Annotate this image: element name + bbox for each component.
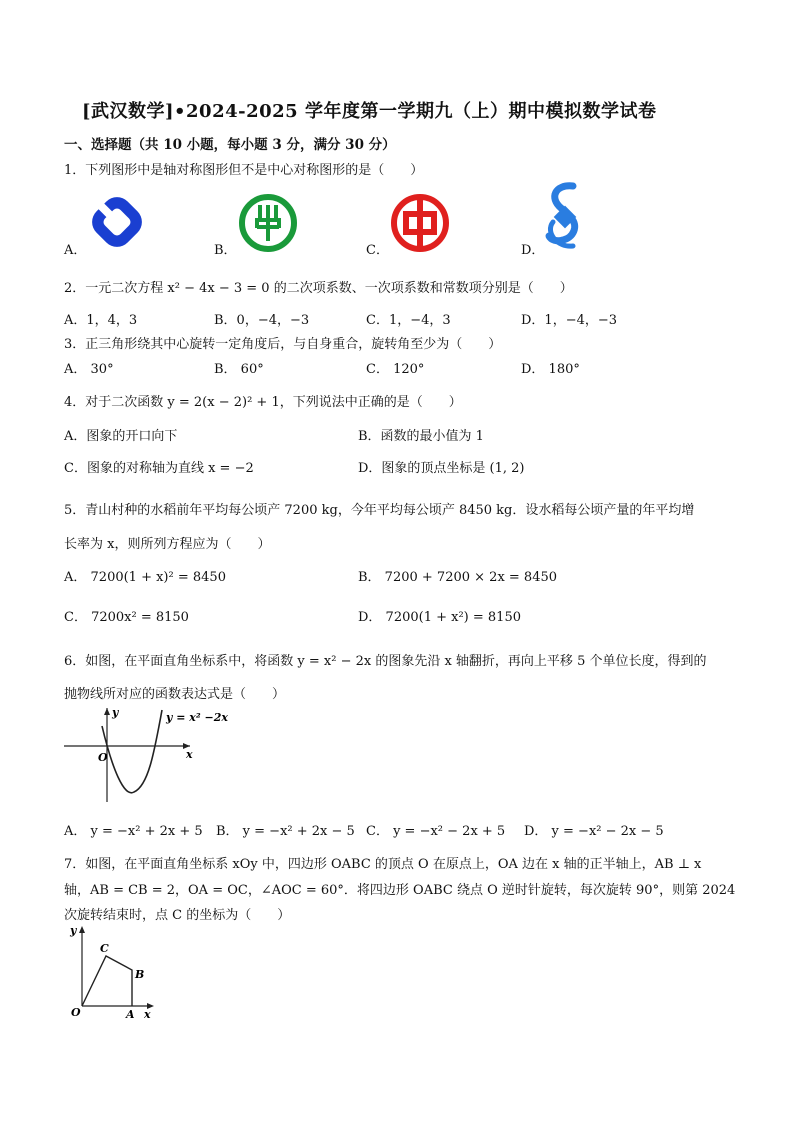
q4-option-c: C．图象的对称轴为直线 x = −2	[64, 461, 254, 476]
q6-origin-label: O	[98, 751, 108, 764]
q5-option-a: A． 7200(1 + x)² = 8450	[64, 570, 226, 585]
q3-option-d: D． 180°	[521, 362, 580, 377]
question-7-stem-line2: 轴，AB = CB = 2，OA = OC，∠AOC = 60°．将四边形 OABC 绕点 O 逆时针旋转，每次旋转 90°，则第 2024	[64, 883, 736, 898]
q7-point-a-label: A	[126, 1008, 135, 1021]
question-5-stem-line1: 5．青山村种的水稻前年平均每公顷产 7200 kg，今年平均每公顷产 8450 kg．设水稻每公顷产量的年平均增	[64, 503, 695, 518]
q6-option-d: D． y = −x² − 2x − 5	[524, 824, 664, 839]
q1-option-a-label: A．	[64, 243, 87, 258]
q6-option-b: B． y = −x² + 2x − 5	[216, 824, 355, 839]
question-2-stem: 2．一元二次方程 x² − 4x − 3 = 0 的二次项系数、一次项系数和常数项分别是（ ）	[64, 281, 573, 296]
q6-option-a: A． y = −x² + 2x + 5	[64, 824, 203, 839]
q7-point-c-label: C	[100, 942, 109, 955]
q2-option-d: D．1，−4，−3	[521, 313, 618, 328]
bank-logo-b-icon	[237, 192, 299, 254]
q6-y-axis-label: y	[112, 706, 119, 719]
question-3-stem: 3．正三角形绕其中心旋转一定角度后，与自身重合，旋转角至少为（ ）	[64, 337, 502, 352]
q6-curve-label: y = x² −2x	[166, 711, 228, 724]
page-title: [武汉数学]•2024-2025 学年度第一学期九（上）期中模拟数学试卷	[82, 101, 657, 122]
q5-option-c: C． 7200x² = 8150	[64, 610, 189, 625]
q4-option-b: B．函数的最小值为 1	[358, 429, 484, 444]
question-1-stem: 1．下列图形中是轴对称图形但不是中心对称图形的是（ ）	[64, 163, 424, 178]
q4-option-d: D．图象的顶点坐标是 (1, 2)	[358, 461, 525, 476]
q4-option-a: A．图象的开口向下	[64, 429, 178, 444]
q6-x-axis-label: x	[186, 748, 193, 761]
q7-point-o-label: O	[71, 1006, 81, 1019]
q6-parabola-figure	[62, 704, 242, 804]
q6-option-c: C． y = −x² − 2x + 5	[366, 824, 506, 839]
q2-option-b: B．0，−4，−3	[214, 313, 310, 328]
q3-option-b: B． 60°	[214, 362, 264, 377]
bank-logo-d-icon	[543, 182, 587, 254]
q1-option-b-label: B．	[214, 243, 237, 258]
question-7-stem-line1: 7．如图，在平面直角坐标系 xOy 中，四边形 OABC 的顶点 O 在原点上，OA 边在 x 轴的正半轴上，AB ⊥ x	[64, 857, 702, 872]
question-6-stem-line2: 抛物线所对应的函数表达式是（ ）	[64, 687, 286, 702]
q1-option-d-label: D．	[521, 243, 545, 258]
q3-option-a: A． 30°	[64, 362, 114, 377]
q2-option-c: C．1，−4，3	[366, 313, 451, 328]
q3-option-c: C． 120°	[366, 362, 425, 377]
q7-point-b-label: B	[135, 968, 145, 981]
section-heading: 一、选择题（共 10 小题，每小题 3 分，满分 30 分）	[64, 137, 396, 153]
bank-logo-c-icon	[388, 192, 452, 254]
question-7-stem-line3: 次旋转结束时，点 C 的坐标为（ ）	[64, 908, 291, 923]
q1-option-c-label: C．	[366, 243, 389, 258]
q7-x-axis-label: x	[144, 1008, 151, 1021]
question-5-stem-line2: 长率为 x，则所列方程应为（ ）	[64, 537, 271, 552]
question-6-stem-line1: 6．如图，在平面直角坐标系中，将函数 y = x² − 2x 的图象先沿 x 轴翻折，再向上平移 5 个单位长度，得到的	[64, 654, 707, 669]
q5-option-b: B． 7200 + 7200 × 2x = 8450	[358, 570, 558, 585]
q7-quadrilateral-figure	[62, 920, 162, 1024]
q2-option-a: A．1，4，3	[64, 313, 138, 328]
bank-logo-a-icon	[88, 193, 146, 251]
q5-option-d: D． 7200(1 + x²) = 8150	[358, 610, 521, 625]
q7-y-axis-label: y	[70, 924, 77, 937]
question-4-stem: 4．对于二次函数 y = 2(x − 2)² + 1，下列说法中正确的是（ ）	[64, 395, 462, 410]
